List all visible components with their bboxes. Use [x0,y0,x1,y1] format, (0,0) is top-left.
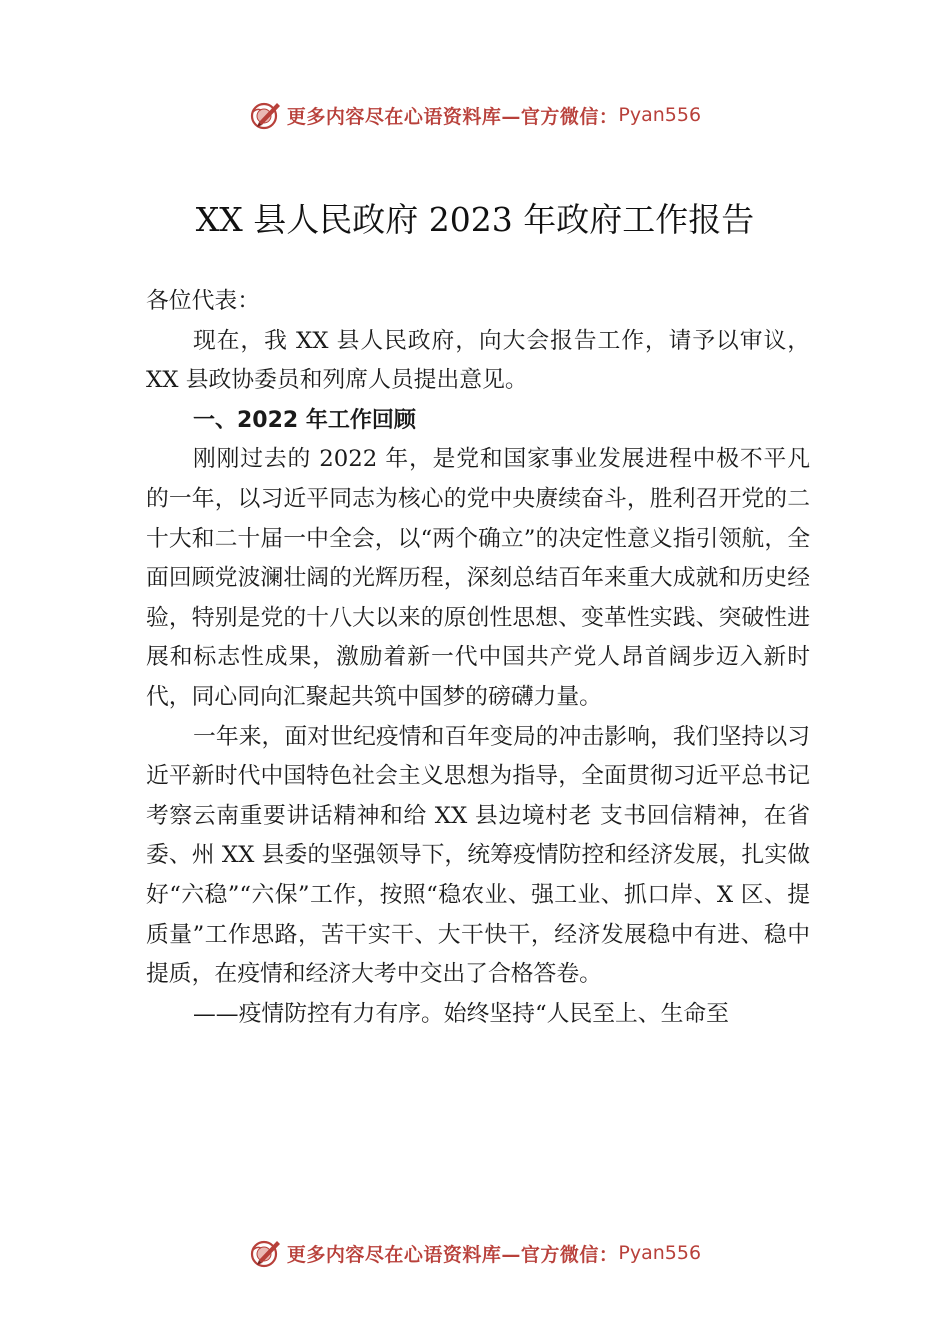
watermark-banner-top [0,95,950,135]
body-paragraph: 一年来，面对世纪疫情和百年变局的冲击影响，我们坚持以习近平新时代中国特色社会主义思想为指导，全面贯彻习近平总书记考察云南重要讲话精神和给 XX 县边境村老 支书回信精神，在省委、州 XX 县委的坚强领导下，统筹疫情防控和经济发展，扎实做好“六稳”“六保”工作，按照“稳农业、强工业、抓口岸、X 区、提质量”工作思路，苦干实干、大干快干，经济发展稳中有进、稳中提质，在疫情和经济大考中交出了合格答卷。 [146,723,810,988]
section-heading: 一、2022 年工作回顾 [193,407,416,433]
pen-logo-icon [249,98,283,132]
salutation: 各位代表： [146,288,260,314]
intro-paragraph: 现在，我 XX 县人民政府，向大会报告工作，请予以审议，XX 县政协委员和列席人员提出意见。 [146,327,810,394]
watermark-banner-bottom [0,1233,950,1273]
watermark-wechat-id: Pyan556 [618,104,702,126]
body-paragraph: 刚刚过去的 2022 年，是党和国家事业发展进程中极不平凡的一年，以习近平同志为核心的党中央赓续奋斗，胜利召开党的二十大和二十届一中全会，以“两个确立”的决定性意义指引领航，全面回顾党波澜壮阔的光辉历程，深刻总结百年来重大成就和历史经验，特别是党的十八大以来的原创性思想、变革性实践、突破性进展和标志性成果，激励着新一代中国共产党人昂首阔步迈入新时代，同心同向汇聚起共筑中国梦的磅礴力量。 [146,446,810,710]
watermark-wechat-id: Pyan556 [618,1242,702,1264]
document-body [146,282,810,1034]
document-title: XX 县人民政府 2023 年政府工作报告 [195,200,755,239]
body-paragraph: ——疫情防控有力有序。始终坚持“人民至上、生命至 [193,1000,729,1027]
watermark-text: 更多内容尽在心语资料库—官方微信： [286,105,619,128]
watermark-text: 更多内容尽在心语资料库—官方微信： [286,1243,619,1266]
pen-logo-icon [249,1236,283,1270]
